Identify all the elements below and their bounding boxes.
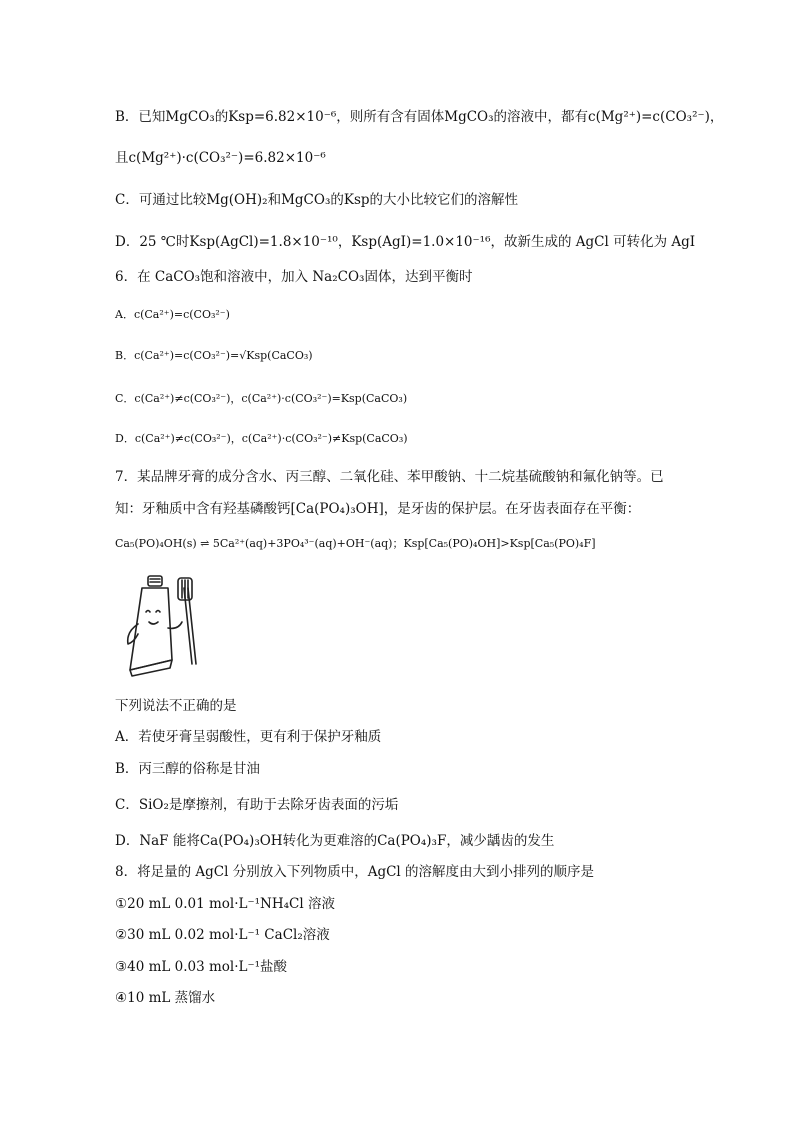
option-d-q5: D．25 ℃时Ksp(AgCl)=1.8×10⁻¹⁰，Ksp(AgI)=1.0×10⁻¹⁶，故新生成的 AgCl 可转化为 AgI [115, 234, 696, 250]
option-d-q6: D．c(Ca²⁺)≠c(CO₃²⁻)，c(Ca²⁺)·c(CO₃²⁻)≠Ksp(CaCO₃) [115, 432, 408, 445]
toothpaste-cartoon-icon [112, 572, 208, 678]
question-7-stem: 下列说法不正确的是 [115, 698, 237, 714]
question-7-line2: 知：牙釉质中含有羟基磷酸钙[Ca(PO₄)₃OH]，是牙齿的保护层。在牙齿表面存在平衡： [115, 501, 641, 517]
option-b-q5-line1: B．已知MgCO₃的Ksp=6.82×10⁻⁶，则所有含有固体MgCO₃的溶液中，都有c(Mg²⁺)=c(CO₃²⁻)， [115, 109, 724, 125]
question-7-equilibrium: Ca₅(PO)₄OH(s) ⇌ 5Ca²⁺(aq)+3PO₄³⁻(aq)+OH⁻(aq)；Ksp[Ca₅(PO)₄OH]>Ksp[Ca₅(PO)₄F] [115, 537, 596, 550]
option-c-q6: C．c(Ca²⁺)≠c(CO₃²⁻)，c(Ca²⁺)·c(CO₃²⁻)=Ksp(CaCO₃) [115, 392, 408, 405]
question-8: 8．将足量的 AgCl 分别放入下列物质中，AgCl 的溶解度由大到小排列的顺序是 [115, 864, 595, 880]
option-b-q5-line2: 且c(Mg²⁺)·c(CO₃²⁻)=6.82×10⁻⁶ [115, 150, 326, 166]
option-2-q8: ②30 mL 0.02 mol·L⁻¹ CaCl₂溶液 [115, 927, 330, 943]
option-3-q8: ③40 mL 0.03 mol·L⁻¹盐酸 [115, 959, 288, 975]
question-6: 6．在 CaCO₃饱和溶液中，加入 Na₂CO₃固体，达到平衡时 [115, 269, 473, 285]
option-4-q8: ④10 mL 蒸馏水 [115, 990, 216, 1006]
option-d-q7: D．NaF 能将Ca(PO₄)₃OH转化为更难溶的Ca(PO₄)₃F，减少龋齿的发生 [115, 833, 555, 849]
option-b-q7: B．丙三醇的俗称是甘油 [115, 761, 260, 777]
option-a-q7: A．若使牙膏呈弱酸性，更有利于保护牙釉质 [115, 729, 382, 745]
option-1-q8: ①20 mL 0.01 mol·L⁻¹NH₄Cl 溶液 [115, 896, 335, 912]
option-c-q7: C．SiO₂是摩擦剂，有助于去除牙齿表面的污垢 [115, 797, 399, 813]
option-a-q6: A．c(Ca²⁺)=c(CO₃²⁻) [115, 308, 230, 321]
option-c-q5: C．可通过比较Mg(OH)₂和MgCO₃的Ksp的大小比较它们的溶解性 [115, 192, 519, 208]
option-b-q6: B．c(Ca²⁺)=c(CO₃²⁻)=√Ksp(CaCO₃) [115, 349, 313, 362]
question-7-line1: 7．某品牌牙膏的成分含水、丙三醇、二氧化硅、苯甲酸钠、十二烷基硫酸钠和氟化钠等。已 [115, 469, 664, 485]
